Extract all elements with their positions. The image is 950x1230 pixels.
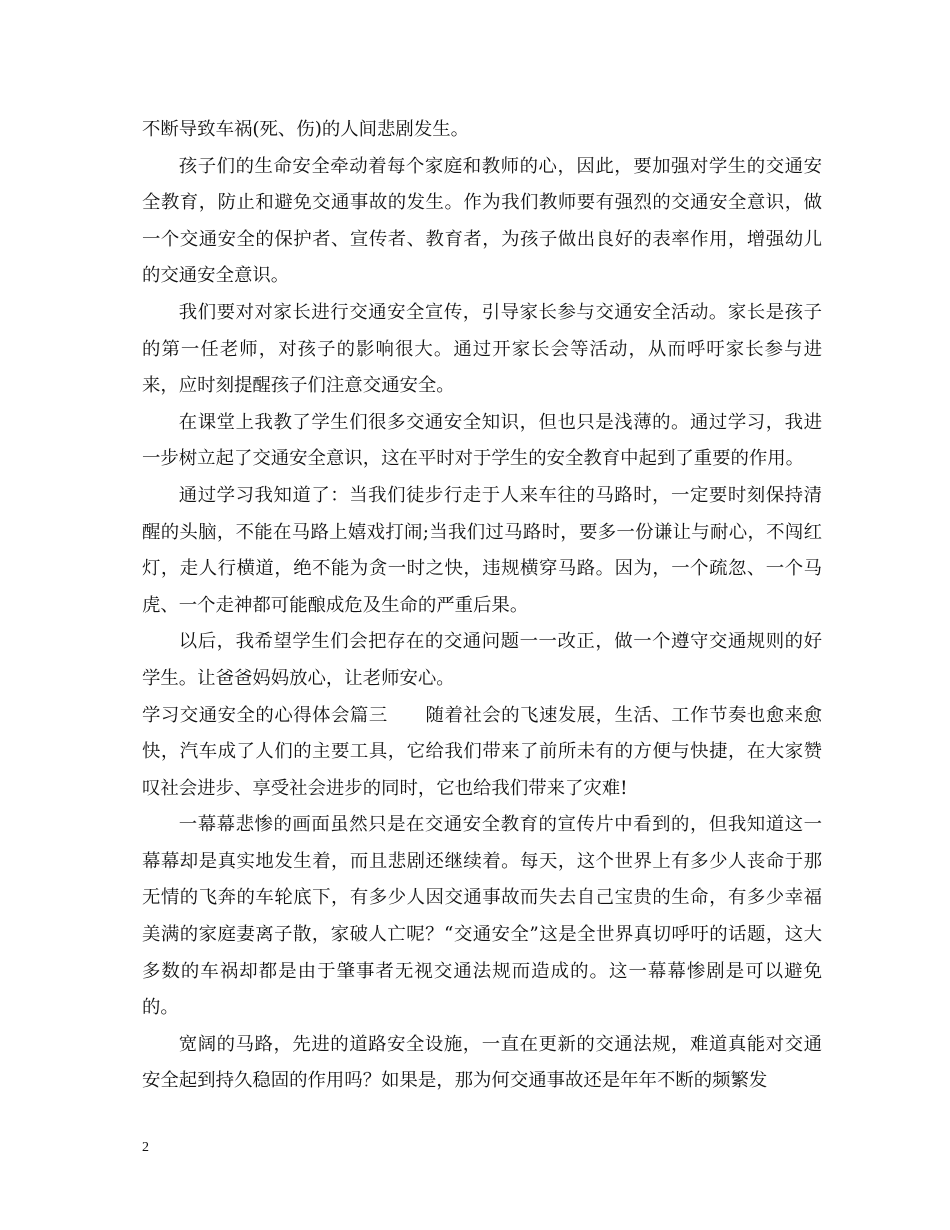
paragraph: 孩子们的生命安全牵动着每个家庭和教师的心，因此，要加强对学生的交通安全教育，防止和避免交通事故的发生。作为我们教师要有强烈的交通安全意识，做一个交通安全的保护者、宣传者、教育者，为孩子做出良好的表率作用，增强幼儿的交通安全意识。: [142, 155, 822, 287]
paragraph: 宽阔的马路，先进的道路安全设施，一直在更新的交通法规，难道真能对交通安全起到持久稳固的作用吗？如果是，那为何交通事故还是年年不断的频繁发: [142, 1033, 822, 1092]
paragraph: 我们要对对家长进行交通安全宣传，引导家长参与交通安全活动。家长是孩子的第一任老师，对孩子的影响很大。通过开家长会等活动，从而呼吁家长参与进来，应时刻提醒孩子们注意交通安全。: [142, 301, 822, 397]
paragraph: 以后，我希望学生们会把存在的交通问题一一改正，做一个遵守交通规则的好学生。让爸爸妈妈放心，让老师安心。: [142, 631, 822, 689]
paragraph: 通过学习我知道了：当我们徒步行走于人来车往的马路时，一定要时刻保持清醒的头脑，不能在马路上嬉戏打闹;当我们过马路时，要多一份谦让与耐心，不闯红灯，走人行横道，绝不能为贪一时之快，违规横穿马路。因为，一个疏忽、一个马虎、一个走神都可能酿成危及生命的严重后果。: [142, 484, 822, 616]
body-text: [142, 112, 822, 1100]
paragraph: 一幕幕悲惨的画面虽然只是在交通安全教育的宣传片中看到的，但我知道这一幕幕却是真实地发生着，而且悲剧还继续着。每天，这个世界上有多少人丧命于那无情的飞奔的车轮底下，有多少人因交通事故而失去自己宝贵的生命，有多少幸福美满的家庭妻离子散，家破人亡呢？“交通安全”这是全世界真切呼吁的话题，这大多数的车祸却都是由于肇事者无视交通法规而造成的。这一幕幕惨剧是可以避免的。: [142, 814, 822, 1019]
page-number: 2: [142, 1140, 149, 1155]
paragraph: 在课堂上我教了学生们很多交通安全知识，但也只是浅薄的。通过学习，我进一步树立起了交通安全意识，这在平时对于学生的安全教育中起到了重要的作用。: [142, 411, 822, 470]
paragraph-continuation: 不断导致车祸(死、伤)的人间悲剧发生。: [142, 119, 469, 140]
section-heading-paragraph: 学习交通安全的心得体会篇三 随着社会的飞速发展，生活、工作节奏也愈来愈快，汽车成了人们的主要工具，它给我们带来了前所未有的方便与快捷，在大家赞叹社会进步、享受社会进步的同时，它也给我们带来了灾难!: [142, 704, 822, 799]
